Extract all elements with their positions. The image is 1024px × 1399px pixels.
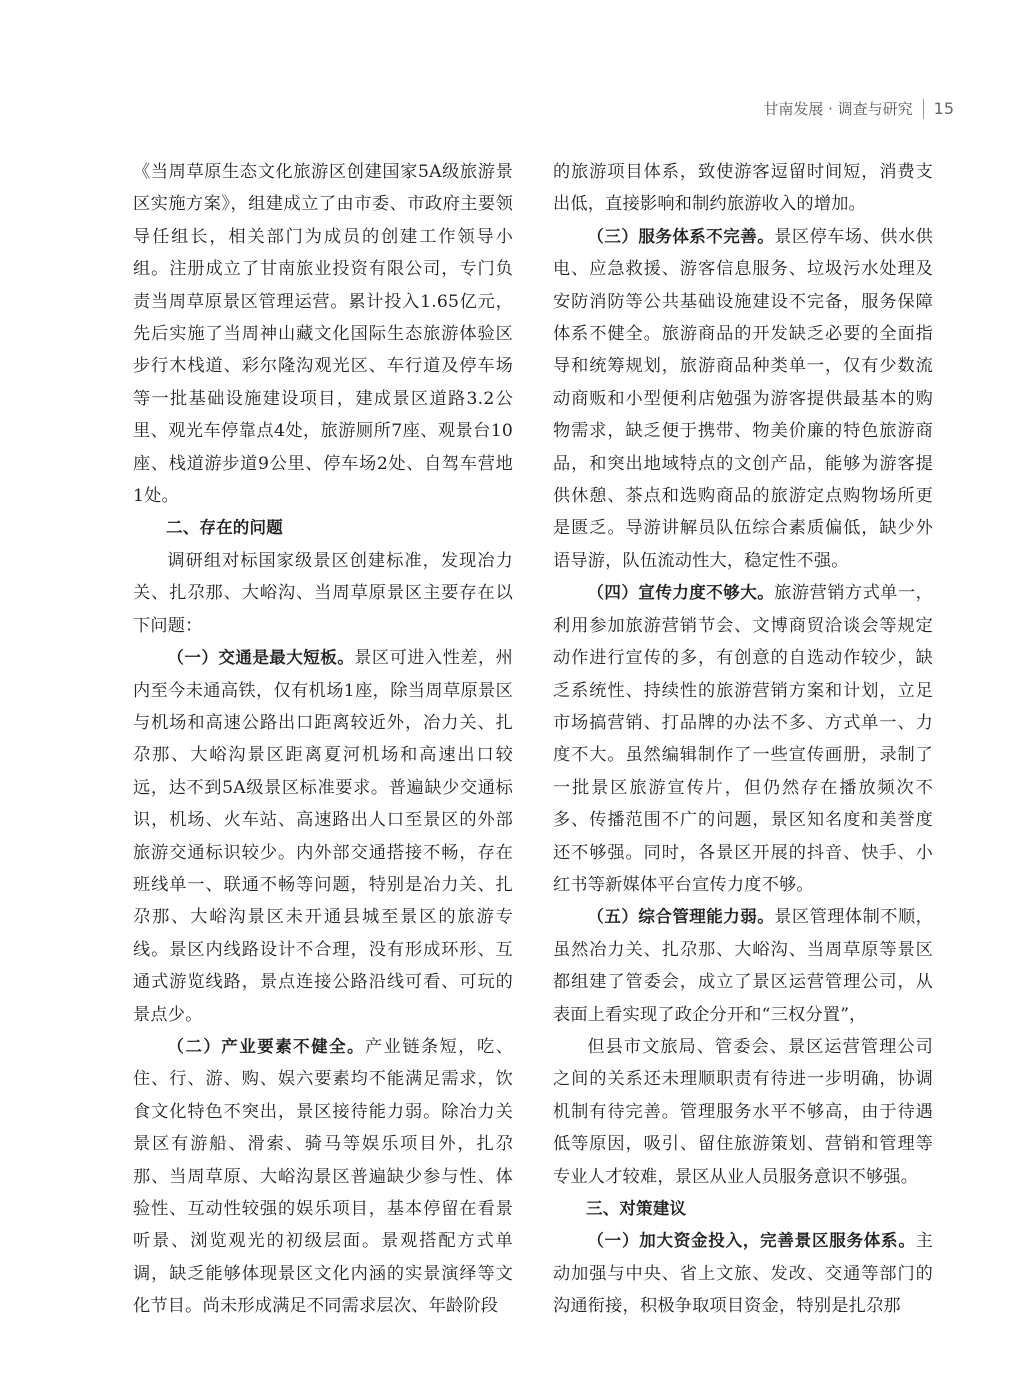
left-column xyxy=(133,156,513,1323)
paragraph xyxy=(553,901,933,1031)
paragraph-text: 旅游营销方式单一，利用参加旅游营销节会、文博商贸洽谈会等规定动作进行宣传的多，有创意的自选动作较少，缺乏系统性、持续性的旅游营销方案和计划，立足市场搞营销、打品牌的办法不多、方式单一、力度不大。虽然编辑制作了一些宣传画册，录制了一批景区旅游宣传片，但仍然存在播放频次不多、传播范围不广的问题，景区知名度和美誉度还不够强。同时，各景区开展的抖音、快手、小红书等新媒体平台宣传力度不够。 xyxy=(553,583,933,895)
running-header xyxy=(763,98,954,119)
paragraph-text: 产业链条短，吃、住、行、游、购、娱六要素均不能满足需求，饮食文化特色不突出，景区接待能力弱。除冶力关景区有游船、滑索、骑马等娱乐项目外，扎尕那、当周草原、大峪沟景区普遍缺少参与性、体验性、互动性较强的娱乐项目，基本停留在看景听景、浏览观光的初级层面。景观搭配方式单调，缺乏能够体现景区文化内涵的实景演绎等文化节目。尚未形成满足不同需求层次、年龄阶段 xyxy=(133,1036,513,1317)
header-divider xyxy=(923,99,924,119)
paragraph-text: 景区可进入性差，州内至今未通高铁，仅有机场1座，除当周草原景区与机场和高速公路出口距离较近外，冶力关、扎尕那、大峪沟景区距离夏河机场和高速出口较远，达不到5A级景区标准要求。普遍缺少交通标识，机场、火车站、高速路出人口至景区的外部旅游交通标识较少。内外部交通搭接不畅，存在班线单一、联通不畅等问题，特别是冶力关、扎尕那、大峪沟景区未开通县城至景区的旅游专线。景区内线路设计不合理，没有形成环形、互通式游览线路，景点连接公路沿线可看、可玩的景点少。 xyxy=(133,648,513,1025)
paragraph-lead: （四）宣传力度不够大。 xyxy=(587,583,775,603)
paragraph xyxy=(133,1031,513,1323)
paragraph-text: 主动加强与中央、省上文旅、发改、交通等部门的沟通衔接，积极争取项目资金，特别是扎尕那 xyxy=(553,1231,933,1317)
paragraph-text: 景区停车场、供水供电、应急救援、游客信息服务、垃圾污水处理及安防消防等公共基础设施建设不完备，服务保障体系不健全。旅游商品的开发缺乏必要的全面指导和统筹规划，旅游商品种类单一，仅有少数流动商贩和小型便利店勉强为游客提供最基本的购物需求，缺乏便于携带、物美价廉的特色旅游商品，和突出地域特点的文创产品，能够为游客提供休憩、茶点和选购商品的旅游定点购物场所更是匮乏。导游讲解员队伍综合素质偏低，缺少外语导游，队伍流动性大，稳定性不强。 xyxy=(553,226,933,571)
paragraph: 《当周草原生态文化旅游区创建国家5A级旅游景区实施方案》，组建成立了由市委、市政府主要领导任组长，相关部门为成员的创建工作领导小组。注册成立了甘南旅业投资有限公司，专门负责当周草原景区管理运营。累计投入1.65亿元，先后实施了当周神山藏文化国际生态旅游体验区步行木栈道、彩尔隆沟观光区、车行道及停车场等一批基础设施建设项目，建成景区道路3.2公里、观光车停靠点4处，旅游厕所7座、观景台10座、栈道游步道9公里、停车场2处、自驾车营地1处。 xyxy=(133,162,513,507)
paragraph xyxy=(553,221,933,577)
paragraph: 的旅游项目体系，致使游客逗留时间短，消费支出低，直接影响和制约旅游收入的增加。 xyxy=(553,162,933,215)
paragraph xyxy=(553,1225,933,1322)
journal-title: 甘南发展 · 调查与研究 xyxy=(763,100,913,118)
paragraph-text: 景区管理体制不顺，虽然冶力关、扎尕那、大峪沟、当周草原等景区都组建了管委会，成立了景区运营管理公司，从表面上看实现了政企分开和“三权分置”， xyxy=(553,907,933,1025)
paragraph-lead: （一）加大资金投入，完善景区服务体系。 xyxy=(587,1231,916,1251)
paragraph xyxy=(553,577,933,901)
article-body xyxy=(133,156,933,1323)
paragraph-lead: （一）交通是最大短板。 xyxy=(167,648,355,668)
paragraph: 但县市文旅局、管委会、景区运营管理公司之间的关系还未理顺职责有待进一步明确，协调机制有待完善。管理服务水平不够高，由于待遇低等原因，吸引、留住旅游策划、营销和管理等专业人才较难，景区从业人员服务意识不够强。 xyxy=(553,1036,933,1187)
section-heading: 二、存在的问题 xyxy=(166,518,283,538)
paragraph-lead: （三）服务体系不完善。 xyxy=(587,226,775,246)
page-number: 15 xyxy=(933,99,954,118)
paragraph-lead: （五）综合管理能力弱。 xyxy=(587,907,775,927)
paragraph xyxy=(133,642,513,1031)
section-heading: 三、对策建议 xyxy=(586,1199,687,1218)
paragraph: 调研组对标国家级景区创建标准，发现冶力关、扎尕那、大峪沟、当周草原景区主要存在以下问题： xyxy=(133,550,513,636)
paragraph-lead: （二）产业要素不健全。 xyxy=(167,1036,366,1056)
right-column xyxy=(553,156,933,1323)
